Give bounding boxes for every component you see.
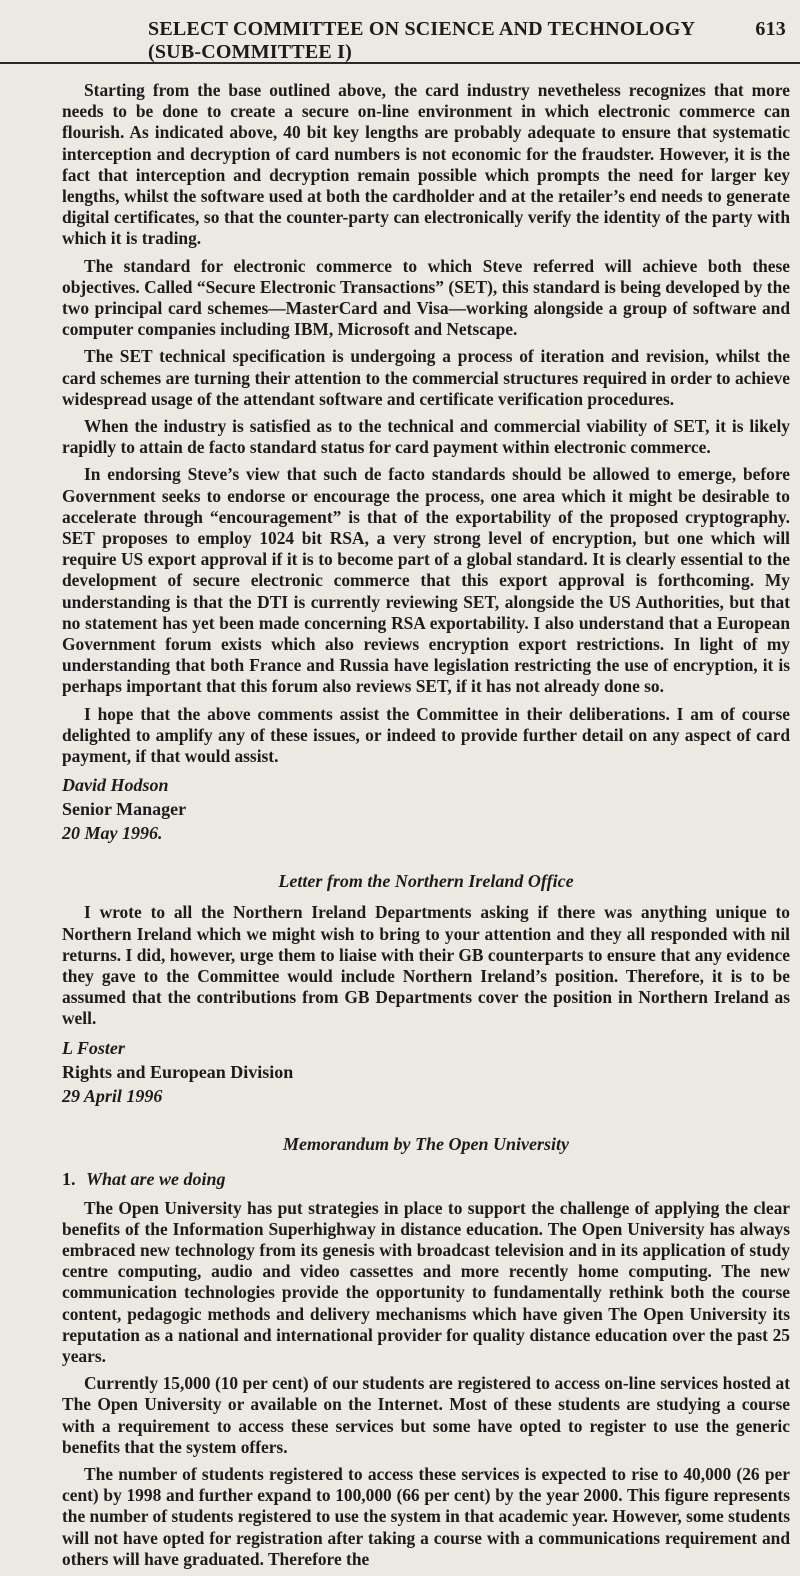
paragraph: Starting from the base outlined above, the card industry nevetheless recognizes that more needs to be done to create a secure on-line environment in which electronic commerce can flourish. As indicated above, 40 bit key lengths are probably adequate to ensure that systematic interception and decryption of card numbers is not economic for the fraudster. However, it is the fact that interception and decryption remain possible which prompts the need for larger key lengths, whilst the software used at both the cardholder and at the retailer’s end needs to generate digital certificates, so that the counter-party can electronically verify the identity of the party with which it is trading. (62, 80, 790, 249)
signature-date: 29 April 1996 (62, 1085, 163, 1106)
signatory-name: L Foster (62, 1037, 125, 1058)
numbered-subheading (62, 1169, 790, 1190)
header-rule (0, 62, 800, 64)
signatory-role: Senior Manager (62, 799, 187, 820)
paragraph: The SET technical specification is undergoing a process of iteration and revision, whilst the card schemes are turning their attention to the commercial structures required in order to achieve widespread usage of the attendant software and certificate verification procedures. (62, 346, 790, 409)
paragraph: The Open University has put strategies in place to support the challenge of applying the clear benefits of the Information Superhighway in distance education. The Open University has always embraced new technology from its genesis with broadcast television and in its application of study centre computing, audio and video cassettes and more recently home computing. The new communication technologies provide the opportunity to fundamentally rethink both the course content, pedagogic methods and delivery mechanisms which have given The Open University its reputation as a national and international provider for quality distance education over the past 25 years. (62, 1197, 790, 1366)
section-heading: Memorandum by The Open University (283, 1133, 569, 1154)
paragraph: Currently 15,000 (10 per cent) of our students are registered to access on-line services hosted at The Open University or available on the Internet. Most of these students are studying a course with a requirement to access these services but some have opted to register to use the generic benefits that the system offers. (62, 1373, 790, 1457)
paragraph: The standard for electronic commerce to which Steve referred will achieve both these objectives. Called “Secure Electronic Transactions” (SET), this standard is being developed by the two principal card schemes—MasterCard and Visa—working alongside a group of software and computer companies including IBM, Microsoft and Netscape. (62, 255, 790, 340)
paragraph: The number of students registered to access these services is expected to rise to 40,000 (26 per cent) by 1998 and further expand to 100,000 (66 per cent) by the year 2000. This figure represents the number of students registered to use the system in that academic year. However, some students will not have opted for registration after taking a course with a communications requirement and others will have graduated. Therefore the (62, 1463, 790, 1569)
paragraph: When the industry is satisfied as to the technical and commercial viability of SET, it is likely rapidly to attain de facto standard status for card payment within electronic commerce. (62, 416, 790, 458)
signatory-role: Rights and European Division (62, 1061, 294, 1082)
subheading-number: 1. (62, 1168, 76, 1189)
section-heading: Letter from the Northern Ireland Office (278, 871, 574, 892)
signature-date: 20 May 1996. (62, 823, 163, 844)
signatory-name: David Hodson (62, 775, 169, 796)
page-number: 613 (755, 18, 786, 40)
header-title: SELECT COMMITTEE ON SCIENCE AND TECHNOLOGY (SUB-COMMITTEE I) (148, 18, 695, 63)
body-text (62, 80, 790, 1576)
paragraph: In endorsing Steve’s view that such de facto standards should be allowed to emerge, before Government seeks to endorse or encourage the process, one area which it might be desirable to accelerate through “encouragement” is that of the exportability of the proposed cryptography. SET proposes to employ 1024 bit RSA, a very strong level of encryption, but one which will require US export approval if it is to become part of a global standard. It is clearly essential to the development of secure electronic commerce that this export approval is forthcoming. My understanding is that the DTI is currently reviewing SET, alongside the US Authorities, but that no statement has yet been made concerning RSA exportability. I also understand that a European Government forum exists which also reviews encryption export restrictions. In light of my understanding that both France and Russia have legislation restricting the use of encryption, it is perhaps important that this forum also reviews SET, if it has not already done so. (62, 464, 790, 697)
signature-block (62, 1036, 790, 1108)
paragraph: I wrote to all the Northern Ireland Departments asking if there was anything unique to Northern Ireland which we might wish to bring to your attention and they all responded with nil returns. I did, however, urge them to liaise with their GB counterparts to ensure that any evidence they gave to the Committee would include Northern Ireland’s position. Therefore, it is to be assumed that the contributions from GB Departments cover the position in Northern Ireland as well. (62, 902, 790, 1029)
subheading-text: What are we doing (86, 1168, 226, 1189)
paragraph: I hope that the above comments assist the Committee in their deliberations. I am of course delighted to amplify any of these issues, or indeed to provide further detail on any aspect of card payment, if that would assist. (62, 703, 790, 767)
running-header (148, 18, 786, 64)
signature-block (62, 773, 790, 845)
